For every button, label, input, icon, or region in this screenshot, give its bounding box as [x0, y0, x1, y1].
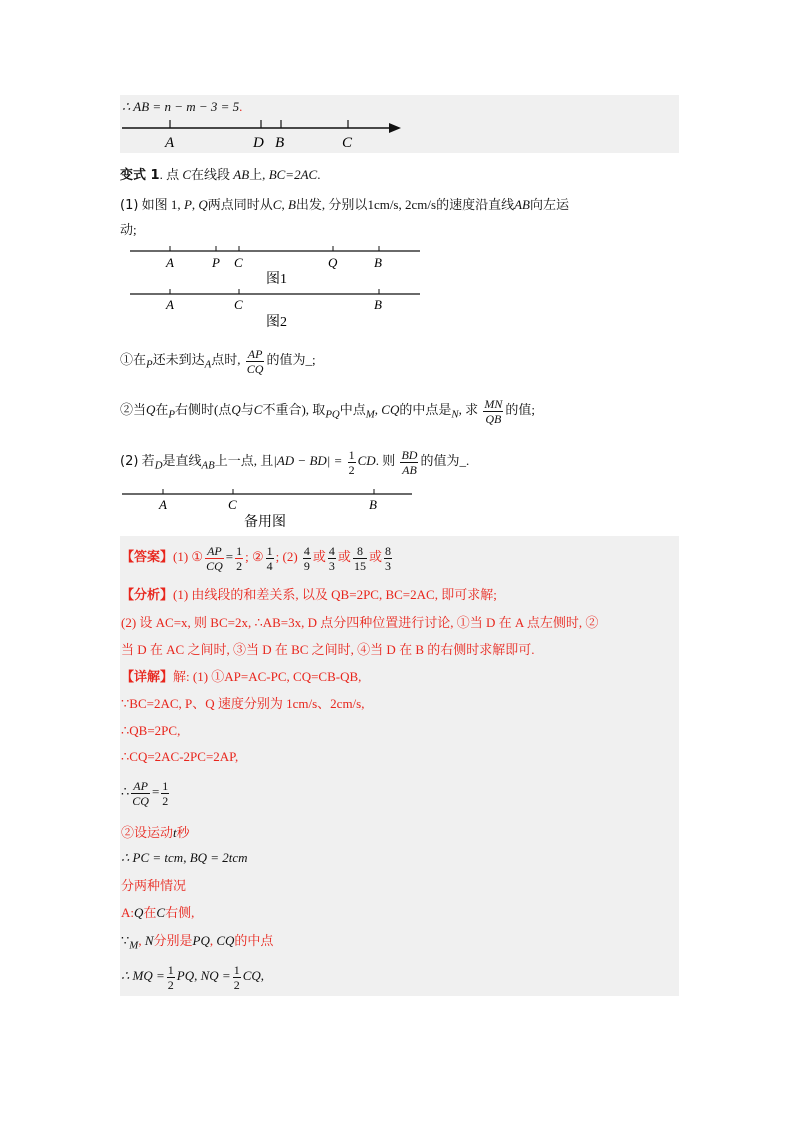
detail-line-4: ∴CQ=2AC-2PC=2AP, — [121, 749, 239, 764]
fig1-caption: 图1 — [266, 272, 287, 285]
fig1-c-label: C — [234, 255, 243, 270]
detail-line-1: 【详解】解: (1) ①AP=AC-PC, CQ=CB-QB, — [121, 669, 362, 684]
detail-line-3: ∴QB=2PC, — [121, 723, 181, 738]
fig1-q-label: Q — [328, 255, 338, 270]
detail-line-7: ∴ PC = tcm, BQ = 2tcm — [121, 850, 248, 865]
detail-line-8: 分两种情况 — [121, 878, 187, 893]
detail-line-9: A:Q在C右侧, — [121, 905, 195, 920]
part2-statement: (2) 若$_D$是直线$_{AB}$上一点, 且|AD − BD| = $\frac{1}{2}$ CD. 则 $\frac{BD}{AB}$ 的值为_. — [120, 447, 470, 477]
fig3-b-label: B — [369, 497, 377, 512]
fig2-c-label: C — [234, 297, 243, 312]
point-d-label: D — [253, 135, 264, 151]
question-1: ①在$_P$还未到达$_A$点时, $\frac{AP}{CQ}$ 的值为_; — [120, 346, 316, 376]
fig2-b-label: B — [374, 297, 382, 312]
fig1-b-label: B — [374, 255, 382, 270]
fig1-p-label: P — [212, 255, 220, 270]
detail-line-11: ∴ MQ = $\frac{1}{2}$ PQ, NQ = $\frac{1}{2}$ CQ, — [121, 962, 265, 992]
fig2-a-label: A — [166, 297, 174, 312]
part1-statement: (1) 如图 1, P, Q两点同时从C, B出发, 分别以1cm/s, 2cm/s的速度沿直线AB向左运 — [120, 197, 569, 213]
answer-line: 【答案】(1) ① $\frac{AP}{CQ}$ = $\frac{1}{2}$ ; ② $\frac{1}{4}$ ; (2) $\frac{4}{9}$ 或 $\frac{4}{3}$ 或 $\frac{8}{15}$ 或 $\frac{8}{3}$ — [121, 543, 391, 573]
figure-backup — [120, 487, 420, 531]
figure-2 — [128, 288, 428, 332]
part1-statement-cont: 动; — [120, 222, 137, 237]
point-c-label: C — [342, 135, 353, 151]
detail-line-10: $\because_M$, N分别是PQ, CQ的中点 — [121, 933, 274, 952]
fig2-caption: 图2 — [266, 315, 287, 330]
variant-statement: 变式 1. 点 C在线段 AB上, BC=2AC. — [120, 167, 321, 183]
fig3-caption: 备用图 — [244, 515, 286, 530]
fraction-ap-cq: $\frac{AP}{CQ}$ — [246, 346, 264, 376]
analysis-line-3: 当 D 在 AC 之间时, ③当 D 在 BC 之间时, ④当 D 在 B 的右侧时求解即可. — [121, 642, 535, 657]
equation-ab: ∴ AB = n − m − 3 = 5. — [122, 99, 243, 114]
arrow-head-icon — [389, 123, 401, 133]
figure-1 — [128, 243, 428, 285]
point-b-label: B — [275, 135, 285, 151]
detail-line-6: ②设运动t秒 — [121, 825, 190, 840]
analysis-line-1: 【分析】(1) 由线段的和差关系, 以及 QB=2PC, BC=2AC, 即可求解; — [121, 587, 497, 602]
detail-fraction-line: ∴ $\frac{AP}{CQ}$ = $\frac{1}{2}$ — [121, 778, 169, 808]
fig3-a-label: A — [159, 497, 167, 512]
fraction-bd-ab: $\frac{BD}{AB}$ — [401, 447, 418, 477]
numberline-top — [118, 115, 408, 153]
fig3-c-label: C — [228, 497, 237, 512]
fig1-a-label: A — [166, 255, 174, 270]
detail-line-2: ∵BC=2AC, P、Q 速度分别为 1cm/s、2cm/s, — [121, 696, 365, 711]
analysis-line-2: (2) 设 AC=x, 则 BC=2x, ∴AB=3x, D 点分四种位置进行讨论, ①当 D 在 A 点左侧时, ② — [121, 615, 599, 630]
question-2: ②当Q在$_P$右侧时(点Q与C不重合), 取$_{PQ}$中点$_M$, CQ的中点是$_N$, 求 $\frac{MN}{QB}$ 的值; — [120, 396, 535, 426]
fraction-one-half: $\frac{1}{2}$ — [348, 447, 355, 477]
point-a-label: A — [165, 135, 175, 151]
fraction-mn-qb: $\frac{MN}{QB}$ — [484, 396, 503, 426]
answer-block — [120, 536, 679, 996]
